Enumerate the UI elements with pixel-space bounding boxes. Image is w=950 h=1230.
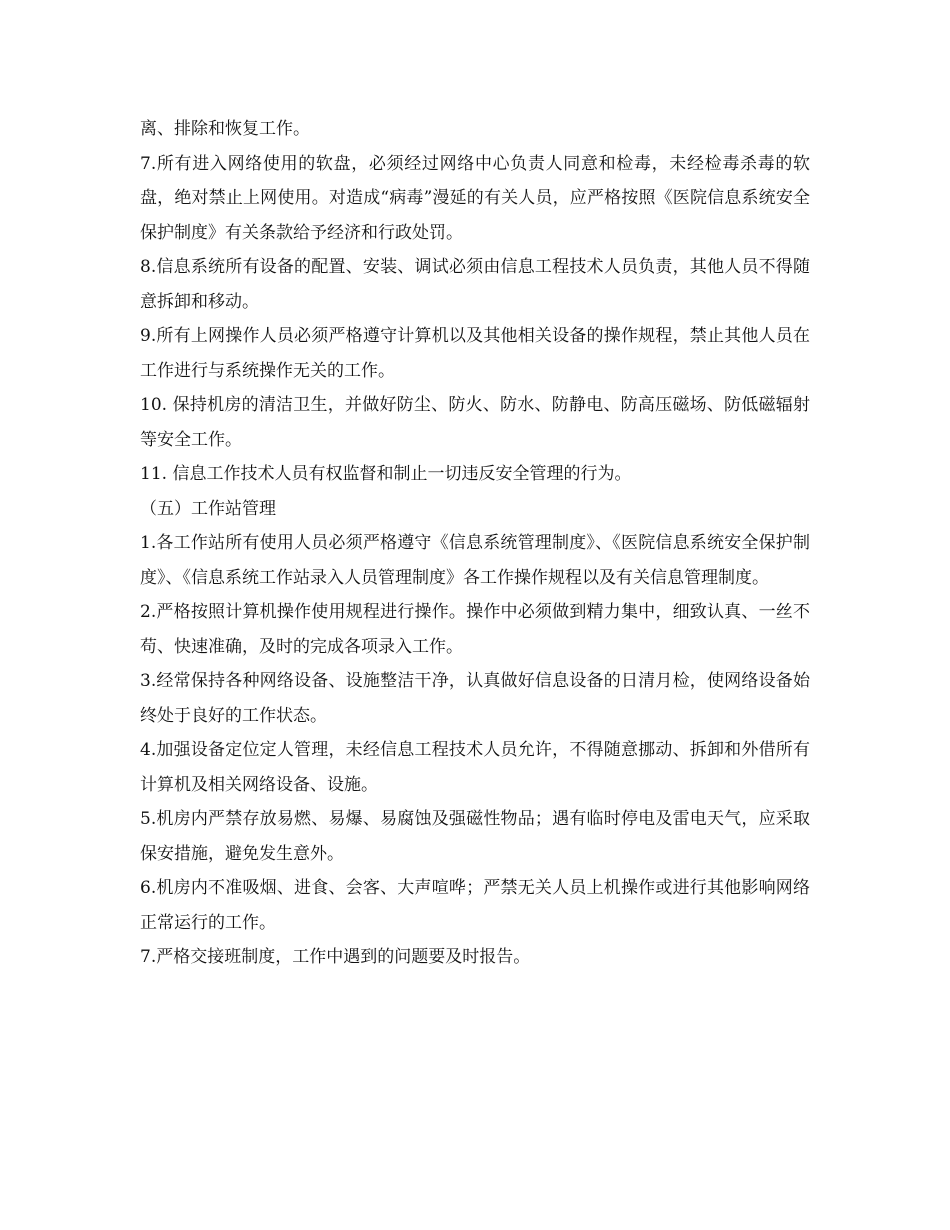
section-paragraph-1: 1.各工作站所有使用人员必须严格遵守《信息系统管理制度》、《医院信息系统安全保护制度》、《信息系统工作站录入人员管理制度》各工作操作规程以及有关信息管理制度。 [140,533,810,588]
paragraph-item-8: 8.信息系统所有设备的配置、安装、调试必须由信息工程技术人员负责，其他人员不得随意拆卸和移动。 [140,257,810,312]
section-paragraph-2: 2.严格按照计算机操作使用规程进行操作。操作中必须做到精力集中，细致认真、一丝不苟、快速准确，及时的完成各项录入工作。 [140,602,810,657]
section-heading: （五）工作站管理 [140,498,276,519]
section-paragraph-3: 3.经常保持各种网络设备、设施整洁干净，认真做好信息设备的日清月检，使网络设备始终处于良好的工作状态。 [140,671,810,726]
section-paragraph-6: 6.机房内不准吸烟、进食、会客、大声喧哗；严禁无关人员上机操作或进行其他影响网络正常运行的工作。 [140,878,810,933]
paragraph-item-7: 7.所有进入网络使用的软盘，必须经过网络中心负责人同意和检毒，未经检毒杀毒的软盘，绝对禁止上网使用。对造成“病毒”漫延的有关人员，应严格按照《医院信息系统安全保护制度》有关条款给予经济和行政处罚。 [140,153,810,243]
paragraph-continuation: 离、排除和恢复工作。 [140,119,310,139]
paragraph-item-11: 11. 信息工作技术人员有权监督和制止一切违反安全管理的行为。 [140,464,632,484]
paragraph-item-9: 9.所有上网操作人员必须严格遵守计算机以及其他相关设备的操作规程，禁止其他人员在工作进行与系统操作无关的工作。 [140,326,810,381]
section-paragraph-7: 7.严格交接班制度，工作中遇到的问题要及时报告。 [140,947,531,967]
paragraph-item-10: 10. 保持机房的清洁卫生，并做好防尘、防火、防水、防静电、防高压磁场、防低磁辐射等安全工作。 [140,395,810,450]
section-paragraph-4: 4.加强设备定位定人管理，未经信息工程技术人员允许，不得随意挪动、拆卸和外借所有计算机及相关网络设备、设施。 [140,740,810,795]
document-page [140,112,810,975]
section-paragraph-5: 5.机房内严禁存放易燃、易爆、易腐蚀及强磁性物品；遇有临时停电及雷电天气，应采取保安措施，避免发生意外。 [140,809,810,864]
